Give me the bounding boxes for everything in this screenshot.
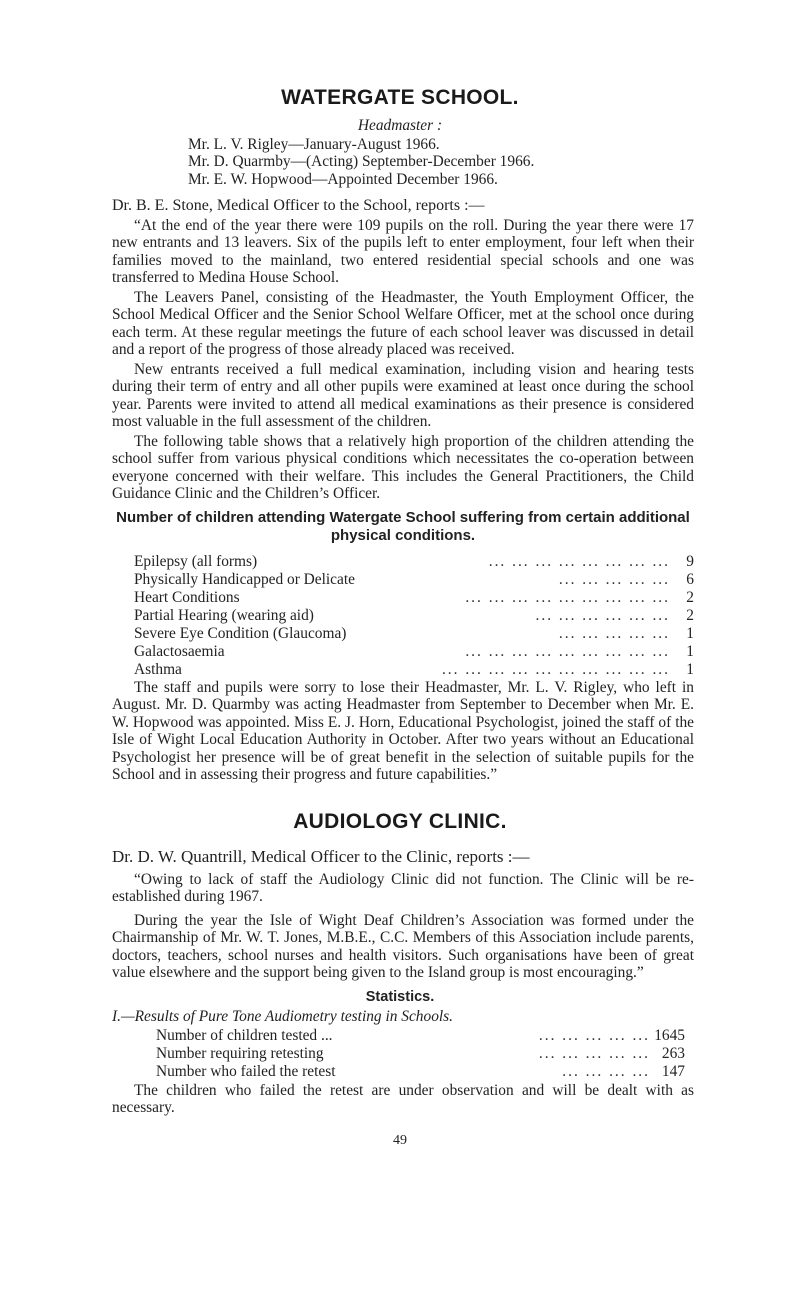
condition-count: 1 [686,625,694,642]
school-paragraph: The Leavers Panel, consisting of the Headmaster, the Youth Employment Officer, the School Medical Officer and the Senior School Welfare Officer, met at the school once during each term. At these regular meetings the future of each school leaver was discussed in detail and a report of the progress of those already placed was received. [112,289,694,359]
headmaster-list [188,136,534,188]
leader-dots: ... ... ... ... ... [558,571,670,588]
condition-name: Severe Eye Condition (Glaucoma) [134,625,347,642]
condition-count: 2 [686,589,694,606]
condition-count: 9 [686,553,694,570]
leader-dots: ... ... ... ... ... ... [535,607,670,624]
statistics-title: Statistics. [365,989,435,1005]
headmaster-entry: Mr. L. V. Rigley—January-August 1966. [188,136,440,153]
headmaster-entry: Mr. E. W. Hopwood—Appointed December 1966. [188,170,498,188]
stat-label: Number who failed the retest [156,1063,336,1080]
stat-value: 147 [661,1063,685,1080]
statistics-section-label: I.—Results of Pure Tone Audiometry testing in Schools. [112,1008,453,1025]
condition-name: Galactosaemia [134,643,225,660]
audiology-closing: The children who failed the retest are under observation and will be dealt with as necessary. [112,1082,694,1117]
section-title-watergate: WATERGATE SCHOOL. [281,86,519,109]
leader-dots: ... ... ... ... ... ... ... ... ... [465,589,670,606]
condition-name: Physically Handicapped or Delicate [134,571,355,588]
condition-count: 1 [686,661,694,678]
school-report-intro: Dr. B. E. Stone, Medical Officer to the School, reports :— [112,197,485,214]
leader-dots: ... ... ... ... ... ... ... ... ... ... [441,661,670,678]
school-paragraph: New entrants received a full medical examination, including vision and hearing tests during their term of entry and all other pupils were examined at least once during the school year. Parents were invited to attend all medical examinations as their presence is considered most valuable in the full assessment of the children. [112,361,694,431]
condition-count: 2 [686,607,694,624]
leader-dots: ... ... ... ... ... [558,625,670,642]
stat-label: Number of children tested ... [156,1027,333,1044]
audiology-paragraph: During the year the Isle of Wight Deaf Children’s Association was formed under the Chairmanship of Mr. W. T. Jones, M.B.E., C.C. Members of this Association include parents, doctors, teachers, school nurses and health visitors. Such organisations have been of great value elsewhere and the support being given to the Island group is most encouraging.” [112,912,694,982]
leader-dots: ... ... ... ... ... ... ... ... [488,553,670,570]
school-paragraph: The following table shows that a relatively high proportion of the children attending the school suffer from various physical conditions which necessitates the co-operation between everyone concerned with their welfare. This includes the General Practitioners, the Child Guidance Clinic and the Children’s Officer. [112,433,694,503]
stat-label: Number requiring retesting [156,1045,324,1062]
condition-count: 6 [686,571,694,588]
leader-dots: ... ... ... ... [562,1063,650,1080]
headmaster-entry: Mr. D. Quarmby—(Acting) September-December 1966. [188,153,535,171]
stat-value: 1645 [654,1027,685,1044]
leader-dots: ... ... ... ... ... [538,1045,650,1062]
stat-value: 263 [661,1045,685,1062]
condition-name: Asthma [134,661,182,678]
school-paragraph: “At the end of the year there were 109 pupils on the roll. During the year there were 17 new entrants and 13 leavers. Six of the pupils left to enter employment, four left when their families moved to the mainland, two entered residential special schools and one was transferred to Medina House School. [112,217,694,287]
conditions-table-title: Number of children attending Watergate School suffering from certain additional physical conditions. [116,509,690,544]
page-number: 49 [393,1133,407,1148]
leader-dots: ... ... ... ... ... [538,1027,650,1044]
condition-name: Epilepsy (all forms) [134,553,258,570]
section-title-audiology: AUDIOLOGY CLINIC. [293,810,507,833]
school-closing-paragraph: The staff and pupils were sorry to lose their Headmaster, Mr. L. V. Rigley, who left in August. Mr. D. Quarmby was acting Headmaster from September to December when Mr. E. W. Hopwood was appointed. Miss E. J. Horn, Educational Psychologist, joined the staff of the Isle of Wight Local Education Authority in October. After two years without an Educational Psychologist her presence will be of great benefit in the selection of suitable pupils for the School and in assessing their progress and future capabilities.” [112,679,694,784]
headmaster-label: Headmaster : [357,117,443,134]
leader-dots: ... ... ... ... ... ... ... ... ... [465,643,670,660]
condition-count: 1 [686,643,694,660]
condition-name: Partial Hearing (wearing aid) [134,607,314,624]
audiology-paragraph: “Owing to lack of staff the Audiology Clinic did not function. The Clinic will be re-established during 1967. [112,871,694,906]
audiology-report-intro: Dr. D. W. Quantrill, Medical Officer to the Clinic, reports :— [112,847,530,866]
condition-name: Heart Conditions [134,589,240,606]
